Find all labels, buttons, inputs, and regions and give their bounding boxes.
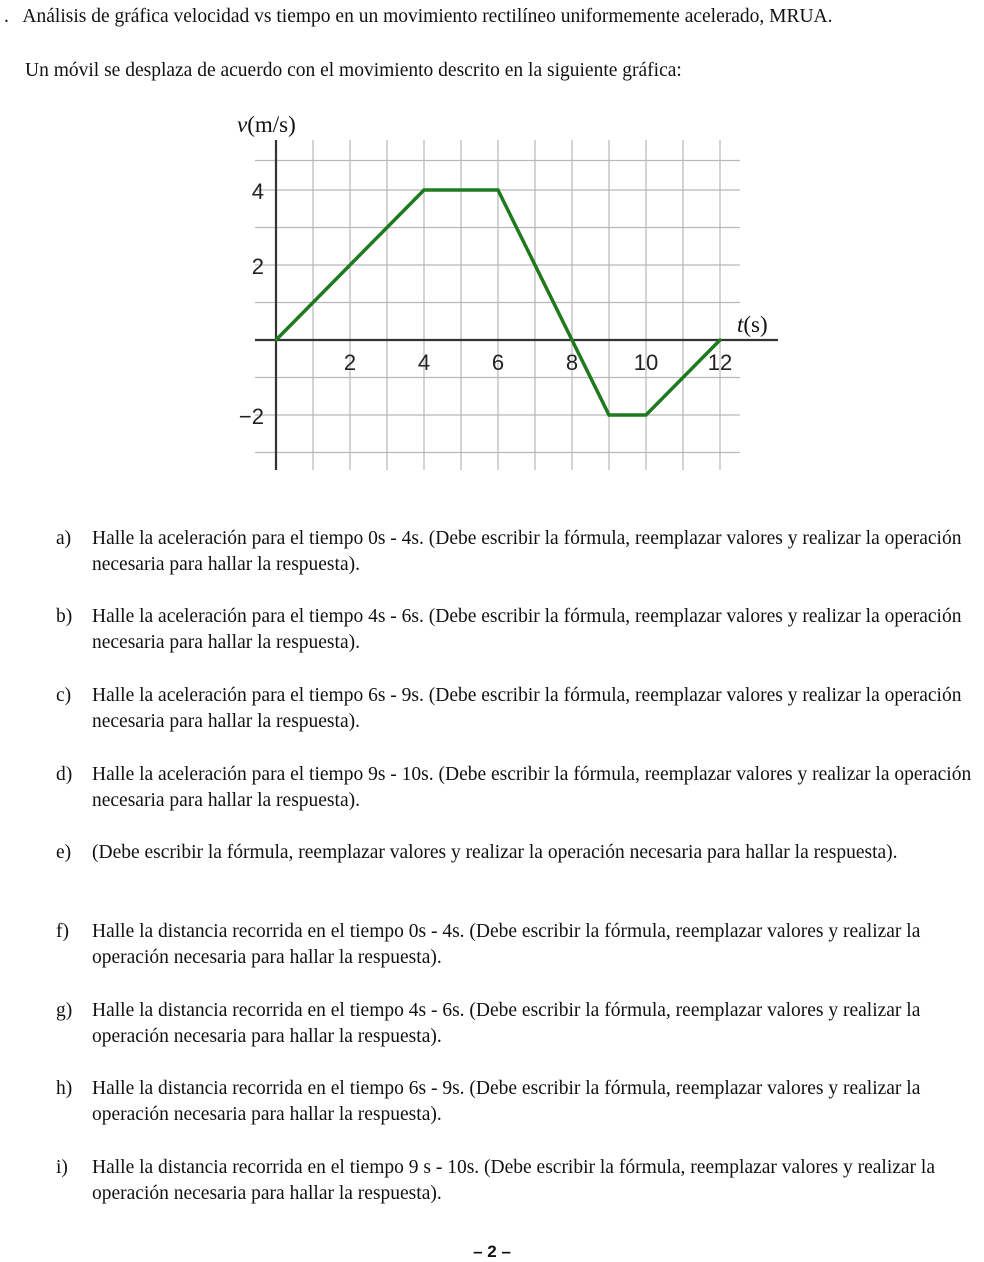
y-tick-label: −2 xyxy=(238,404,264,429)
question-item xyxy=(56,762,976,814)
question-text: Halle la aceleración para el tiempo 4s - 6s. (Debe escribir la fórmula, reemplazar valores y realizar la operación necesaria para hallar la respuesta). xyxy=(92,606,962,653)
question-label: a) xyxy=(56,528,72,549)
intro-text: Un móvil se desplaza de acuerdo con el movimiento descrito en la siguiente gráfica: xyxy=(25,60,682,81)
question-text: Halle la distancia recorrida en el tiempo 6s - 9s. (Debe escribir la fórmula, reemplazar valores y realizar la operación necesaria para hallar la respuesta). xyxy=(92,1078,921,1125)
question-item xyxy=(56,683,976,735)
question-text: (Debe escribir la fórmula, reemplazar valores y realizar la operación necesaria para hallar la respuesta). xyxy=(92,842,898,863)
x-tick-label: 6 xyxy=(491,350,505,375)
x-tick-label: 12 xyxy=(707,350,733,375)
question-item xyxy=(56,1155,976,1207)
question-label: i) xyxy=(56,1157,68,1178)
y-axis-var: v xyxy=(237,112,248,137)
x-tick-label: 2 xyxy=(343,350,357,375)
y-tick-label: 4 xyxy=(251,179,264,204)
data-point xyxy=(644,413,647,416)
x-tick-label: 10 xyxy=(633,350,659,375)
question-label: c) xyxy=(56,685,72,706)
question-text: Halle la distancia recorrida en el tiempo 9 s - 10s. (Debe escribir la fórmula, reemplazar valores y realizar la operación necesaria para hallar la respuesta). xyxy=(92,1157,935,1204)
question-text: Halle la aceleración para el tiempo 9s - 10s. (Debe escribir la fórmula, reemplazar valores y realizar la operación necesaria para hallar la respuesta). xyxy=(92,764,972,811)
x-tick-label: 4 xyxy=(417,350,431,375)
y-axis-label xyxy=(237,112,296,137)
question-item xyxy=(56,526,976,578)
y-axis-unit: (m/s) xyxy=(247,112,296,137)
exercise-heading: . Análisis de gráfica velocidad vs tiempo en un movimiento rectilíneo uniformemente acelerado, MRUA. xyxy=(4,6,833,27)
question-item xyxy=(56,604,976,656)
x-tick-label: 8 xyxy=(565,350,579,375)
question-label: h) xyxy=(56,1078,73,1099)
data-point xyxy=(422,188,425,191)
x-axis-unit: (s) xyxy=(743,312,768,337)
y-tick-label: 2 xyxy=(251,254,264,279)
data-point xyxy=(496,188,499,191)
page-number: – 2 – xyxy=(473,1242,511,1261)
question-text: Halle la aceleración para el tiempo 6s - 9s. (Debe escribir la fórmula, reemplazar valores y realizar la operación necesaria para hallar la respuesta). xyxy=(92,685,962,732)
question-item xyxy=(56,998,976,1050)
question-label: f) xyxy=(56,921,69,942)
data-point xyxy=(607,413,610,416)
question-text: Halle la distancia recorrida en el tiempo 4s - 6s. (Debe escribir la fórmula, reemplazar valores y realizar la operación necesaria para hallar la respuesta). xyxy=(92,1000,921,1047)
x-axis-var: t xyxy=(737,312,744,337)
question-label: g) xyxy=(56,1000,73,1021)
x-axis-label xyxy=(737,312,768,337)
data-point xyxy=(274,338,277,341)
question-label: d) xyxy=(56,764,73,785)
question-text: Halle la aceleración para el tiempo 0s - 4s. (Debe escribir la fórmula, reemplazar valores y realizar la operación necesaria para hallar la respuesta). xyxy=(92,528,962,575)
velocity-time-chart xyxy=(210,100,790,480)
question-item xyxy=(56,840,976,866)
question-label: b) xyxy=(56,606,73,627)
question-text: Halle la distancia recorrida en el tiempo 0s - 4s. (Debe escribir la fórmula, reemplazar valores y realizar la operación necesaria para hallar la respuesta). xyxy=(92,921,921,968)
question-item xyxy=(56,1076,976,1128)
question-item xyxy=(56,919,976,971)
question-label: e) xyxy=(56,842,72,863)
data-point xyxy=(718,338,721,341)
